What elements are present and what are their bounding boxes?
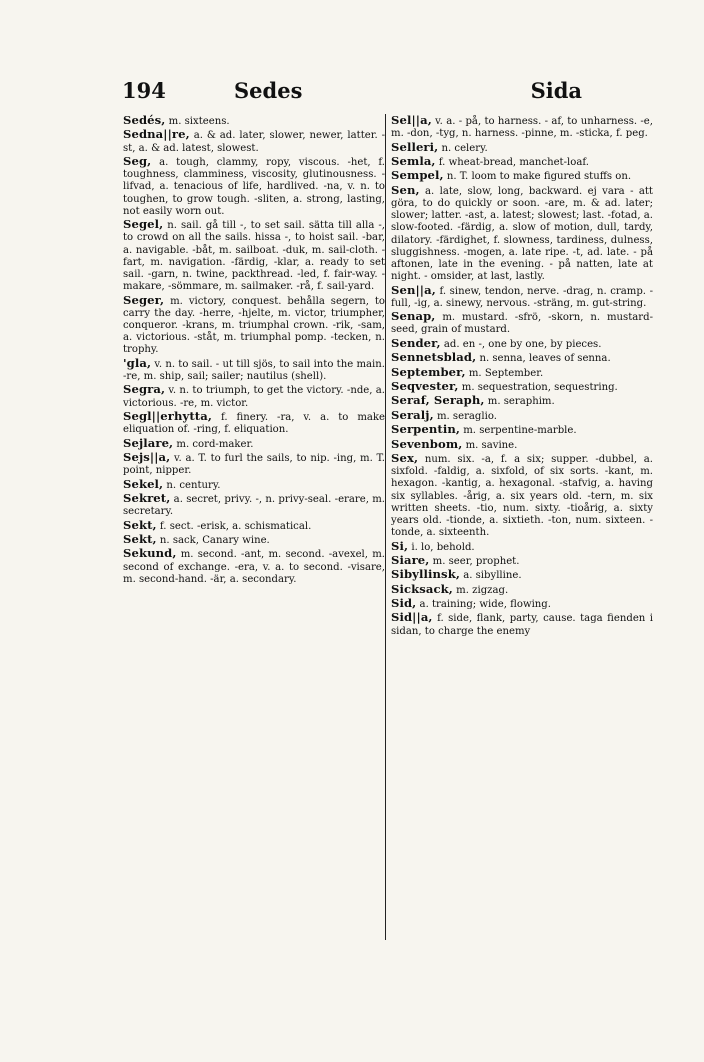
dictionary-entry [391, 169, 653, 183]
dictionary-entry [123, 437, 385, 451]
dictionary-entry [391, 284, 653, 310]
entry-headword: Segra, [123, 382, 166, 397]
dictionary-entry [391, 554, 653, 568]
entry-headword: Sekret, [123, 490, 171, 505]
dictionary-entry [123, 357, 385, 383]
entry-definition: m. sequestration, sequestring. [461, 381, 618, 393]
dictionary-entry [123, 547, 385, 586]
entry-definition: a. late, slow, long, backward. ej vara - att göra, to do quickly or soon. -are, m. & ad. later; slower; latter. -ast, a. latest; slowest; last. -fotad, a. slow-footed. -färdig, a. slow of motion, dull, tardy, dilatory. -färdighet, f. slowness, tardiness, dulness, sluggishness. -mogen, a. late ripe. -t, ad. late. - på aftonen, late in the evening. - på natten, late at night. - omsider, at last, lastly. [391, 185, 653, 283]
entry-headword: Sedés, [123, 114, 166, 127]
dictionary-entry [123, 114, 385, 128]
entry-definition: a. sibylline. [463, 570, 522, 582]
dictionary-entry [391, 597, 653, 611]
entry-headword: Sel||a, [391, 114, 432, 127]
entry-definition: v. n. to sail. - ut till sjös, to sail into the main. -re, m. ship, sail; sailer; nautilus (shell). [123, 358, 385, 382]
dictionary-entry [123, 533, 385, 547]
dictionary-entry [391, 452, 653, 539]
dictionary-entry [391, 184, 653, 284]
entry-headword: Sejs||a, [123, 449, 171, 464]
entry-headword: Sibyllinsk, [391, 567, 460, 582]
entry-definition: num. six. -a, f. a six; supper. -dubbel, a. sixfold. -faldig, a. sixfold, of six sorts. -kant, m. hexagon. -kantig, a. hexagonal. -stafvig, a. having six syllables. -årig, a. six years old. -tern, m. six written sheets. -tio, num. sixty. -tioårig, a. sixty years old. -tionde, a. sixtieth. -ton, num. sixteen. -tonde, a. sixteenth. [391, 453, 653, 539]
dictionary-entry [391, 337, 653, 351]
entry-definition: a. secret, privy. -, n. privy-seal. -erare, m. secretary. [123, 493, 385, 518]
dictionary-entry [123, 218, 385, 293]
entry-definition: a. & ad. later, slower, newer, latter. -st, a. & ad. latest, slowest. [123, 130, 385, 154]
entry-headword: Sempel, [391, 168, 444, 183]
entry-definition: m. zigzag. [456, 584, 509, 596]
entry-headword: Sen, [391, 182, 420, 197]
entry-headword: Sekt, [123, 517, 157, 532]
entry-headword: Seraf, Seraph, [391, 393, 485, 408]
entry-definition: m. victory, conquest. behålla segern, to carry the day. -herre, -hjelte, m. victor, triumpher, conqueror. -krans, m. triumphal crown. -rik, -sam, a. victorious. -ståt, m. triumphal pomp. -tecken, n. trophy. [123, 295, 385, 356]
dictionary-entry [123, 383, 385, 409]
entry-definition: m. second. -ant, m. second. -avexel, m. second of exchange. -era, v. a. to second. -visare, m. second-hand. -är, a. secondary. [123, 549, 385, 585]
dictionary-entry [391, 310, 653, 336]
entry-definition: m. savine. [465, 439, 518, 451]
entry-definition: m. seer, prophet. [432, 555, 520, 567]
right-guide-word: Sida [530, 78, 582, 103]
entry-definition: m. seraglio. [436, 410, 497, 422]
dictionary-entry [123, 410, 385, 436]
entry-headword: Sex, [391, 450, 419, 465]
entry-definition: a. training; wide, flowing. [419, 599, 551, 611]
entry-headword: Sender, [391, 335, 441, 350]
entry-headword: September, [391, 364, 466, 379]
entry-headword: Sid||a, [391, 610, 433, 625]
entry-headword: 'gla, [123, 355, 152, 370]
dictionary-entry [123, 451, 385, 477]
dictionary-entry [391, 423, 653, 437]
entry-headword: Sedna||re, [123, 127, 190, 142]
entry-definition: n. sail. gå till -, to set sail. sätta till alla -, to crowd on all the sails. hissa -, to hoist sail. -bar, a. navigable. -båt, m. sailboat. -duk, m. sail-cloth. -fart, m. navigation. -färdig, -klar, a. ready to set sail. -garn, n. twine, packthread. -led, f. fair-way. -makare, -sömmare, m. sailmaker. -rå, f. sail-yard. [123, 220, 385, 293]
entry-definition: n. sack, Canary wine. [159, 534, 270, 546]
entry-headword: Sennetsblad, [391, 350, 477, 365]
entry-definition: f. finery. -ra, v. a. to make eliquation of. -ring, f. eliquation. [123, 411, 385, 436]
entry-definition: f. wheat-bread, manchet-loaf. [438, 156, 589, 168]
entry-headword: Seqvester, [391, 378, 459, 393]
entry-definition: n. century. [166, 479, 221, 491]
entry-headword: Segel, [123, 217, 164, 232]
dictionary-entry [391, 394, 653, 408]
entry-headword: Selleri, [391, 139, 439, 154]
dictionary-entry [391, 409, 653, 423]
entry-definition: f. sinew, tendon, nerve. -drag, n. cramp. -full, -ig, a. sinewy, nervous. -sträng, m. gut-string. [391, 285, 653, 309]
dictionary-entry [391, 583, 653, 597]
dictionary-entry [391, 611, 653, 637]
dictionary-entry [391, 155, 653, 169]
entry-headword: Sejlare, [123, 435, 174, 450]
entry-headword: Seg, [123, 153, 152, 168]
dictionary-entry [123, 155, 385, 218]
dictionary-entry [391, 380, 653, 394]
dictionary-entry [123, 519, 385, 533]
entry-headword: Sid, [391, 596, 417, 611]
entry-definition: f. side, flank, party, cause. taga fienden i sidan, to charge the enemy [391, 613, 653, 637]
entry-headword: Sicksack, [391, 581, 453, 596]
entry-definition: ad. en -, one by one, by pieces. [443, 338, 602, 350]
entry-headword: Seralj, [391, 407, 434, 422]
entry-headword: Senap, [391, 309, 436, 324]
dictionary-entry [391, 568, 653, 582]
dictionary-entry [391, 438, 653, 452]
column-divider [385, 114, 386, 940]
left-column [123, 114, 385, 922]
left-guide-word: Sedes [234, 78, 303, 103]
entry-headword: Sekund, [123, 546, 177, 561]
entry-definition: m. sixteens. [168, 116, 230, 127]
entry-definition: a. tough, clammy, ropy, viscous. -het, f. toughness, clamminess, viscosity, glutinousness. -lifvad, a. tenacious of life, hardlived. -na, v. n. to toughen, to grow tough. -sliten, a. strong, lasting, not easily worn out. [123, 156, 385, 217]
entry-headword: Seger, [123, 292, 165, 307]
entry-definition: i. lo, behold. [411, 541, 475, 553]
entry-definition: m. September. [468, 367, 544, 379]
entry-headword: Sekel, [123, 476, 164, 491]
entry-headword: Siare, [391, 552, 430, 567]
entry-definition: m. mustard. -sfrö, -skorn, n. mustard-seed, grain of mustard. [391, 312, 653, 336]
entry-definition: m. seraphim. [487, 396, 555, 408]
entry-definition: n. celery. [441, 142, 488, 154]
entry-definition: m. cord-maker. [176, 438, 254, 450]
dictionary-entry [391, 114, 653, 140]
dictionary-entry [123, 128, 385, 154]
dictionary-entry [123, 492, 385, 518]
entry-headword: Semla, [391, 153, 436, 168]
entry-headword: Si, [391, 538, 409, 553]
entry-headword: Sekt, [123, 531, 157, 546]
page-number: 194 [122, 78, 166, 103]
entry-definition: v. n. to triumph, to get the victory. -nde, a. victorious. -re, m. victor. [123, 385, 385, 409]
dictionary-entry [391, 540, 653, 554]
dictionary-entry [123, 478, 385, 492]
dictionary-entry [391, 351, 653, 365]
entry-headword: Segl||erhytta, [123, 408, 213, 423]
right-column [391, 114, 653, 922]
entry-definition: f. sect. -erisk, a. schismatical. [159, 520, 312, 532]
entry-definition: n. T. loom to make figured stuffs on. [446, 171, 632, 183]
entry-headword: Sen||a, [391, 282, 436, 297]
entry-definition: n. senna, leaves of senna. [479, 353, 611, 365]
entry-headword: Sevenbom, [391, 436, 463, 451]
entry-definition: v. a. - på, to harness. - af, to unharness. -e, m. -don, -tyg, n. harness. -pinne, m. -sticka, f. peg. [391, 116, 653, 140]
dictionary-entry [391, 366, 653, 380]
dictionary-entry [391, 141, 653, 155]
dictionary-entry [123, 294, 385, 357]
entry-headword: Serpentin, [391, 422, 460, 437]
entry-definition: v. a. T. to furl the sails, to nip. -ing, m. T. point, nipper. [123, 452, 385, 477]
entry-definition: m. serpentine-marble. [463, 425, 577, 437]
page-header [122, 78, 582, 110]
